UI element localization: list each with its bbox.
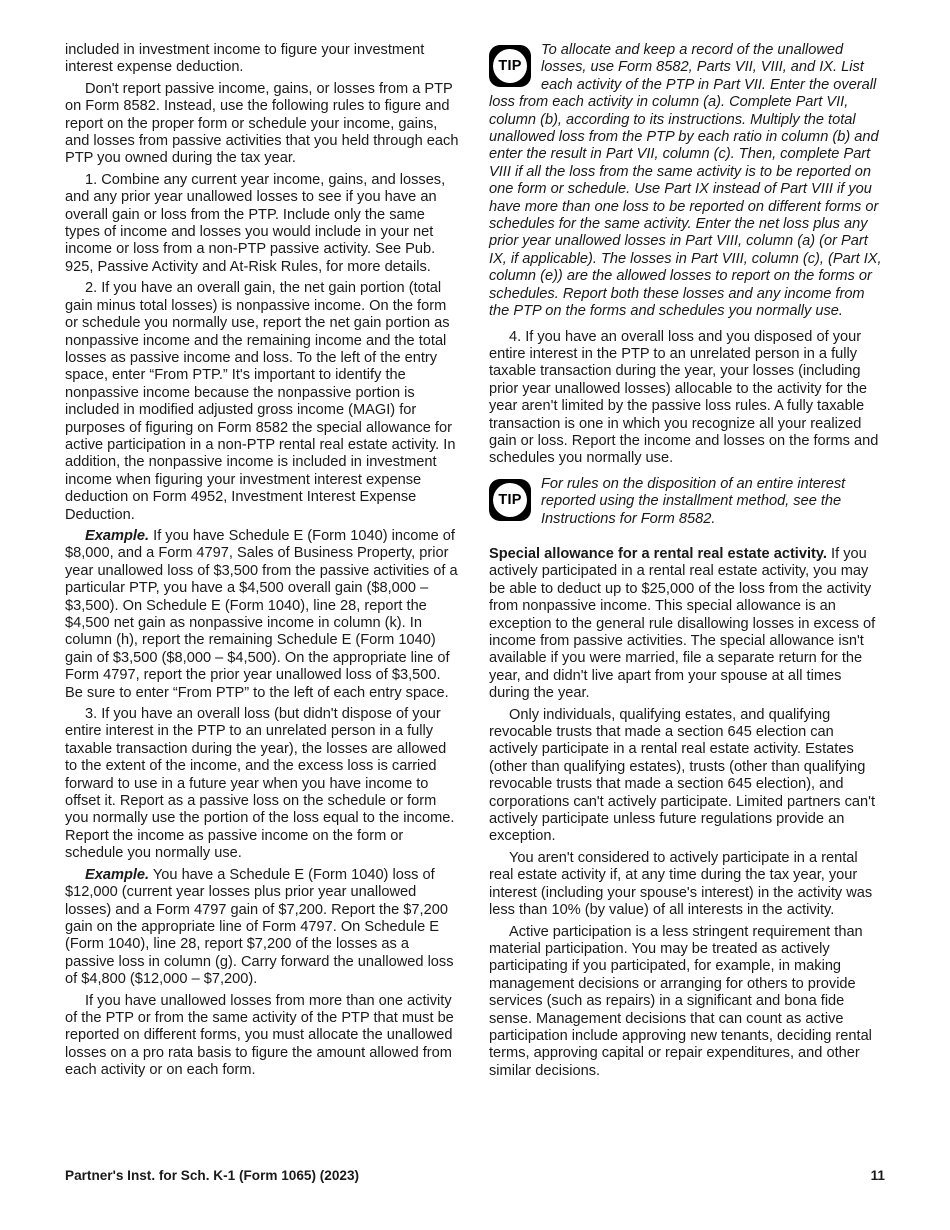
paragraph: 4. If you have an overall loss and you disposed of your entire interest in the PTP to an unrelated person in a fully taxable transaction during the year, your losses (including prior year unallowed losses) allocable to the activity for the year aren't limited by the passive loss rules. A fully taxable transaction is one in which you recognize all your realized gain or loss. Report the income and losses on the forms and schedules you normally use. <box>489 328 879 467</box>
example-text: If you have Schedule E (Form 1040) income of $8,000, and a Form 4797, Sales of Business Property, prior year unallowed loss of $3,500 from the passive activities of a particular PTP, you have a $4,500 overall gain ($8,000 – $3,500). On Schedule E (Form 1040), line 28, report the $4,500 net gain as nonpassive income in column (k). In column (h), report the remaining Schedule E (Form 1040) gain of $3,500 ($8,000 – $4,500). On the appropriate line of Form 4797, report the prior year unallowed loss of $3,500. Be sure to enter “From PTP” to the left of each entry space. <box>65 527 458 701</box>
tip-text: To allocate and keep a record of the unallowed losses, use Form 8582, Parts VII, VIII, and IX. List each activity of the PTP in Part VII. Enter the overall loss from each activity in column (a). Complete Part VII, column (b), according to its instructions. Multiply the total unallowed loss from the PTP by each ratio in column (b) and enter the result in Part VII, column (c). Then, complete Part VIII if all the loss from the same activity is to be reported on one form or schedule. Use Part IX instead of Part VIII if you have more than one loss to be reported on different forms or schedules for the same activity. Enter the net loss plus any prior year unallowed losses in Part VIII, column (a) (or Part IX, if applicable). The losses in Part VIII, column (c), (Part IX, column (e)) are the allowed losses to report on the forms or schedules. Report both these losses and any income from the PTP on the forms and schedules you normally use. <box>489 42 882 320</box>
page-number: 11 <box>870 1168 885 1183</box>
right-column <box>489 42 886 1084</box>
paragraph: 1. Combine any current year income, gains, and losses, and any prior year unallowed losses to see if you have an overall gain or loss from the PTP. Include only the same types of income and losses you would include in your net income or loss from a non-PTP passive activity. See Pub. 925, Passive Activity and At-Risk Rules, for more details. <box>65 171 446 275</box>
paragraph: Only individuals, qualifying estates, and qualifying revocable trusts that made a section 645 election can actively participate in a rental real estate activity. Estates (other than qualifying estates), trusts (other than qualifying revocable trusts that made a section 645 election), and corporations can't actively participate. Limited partners can't actively participate unless future regulations provide an exception. <box>489 706 876 845</box>
left-column <box>65 42 462 1084</box>
paragraph: Don't report passive income, gains, or losses from a PTP on Form 8582. Instead, use the following rules to figure and report on the proper form or schedule your income, gains, and losses from passive activities that you held through each PTP you owned during the tax year. <box>65 80 459 167</box>
paragraph: included in investment income to figure your investment interest expense deduction. <box>65 42 425 76</box>
page-footer <box>65 1168 885 1183</box>
tip-icon <box>489 45 531 87</box>
section-heading: Special allowance for a rental real estate activity. <box>489 545 827 562</box>
paragraph: If you have unallowed losses from more than one activity of the PTP or from the same activity of the PTP that must be reported on different forms, you must allocate the unallowed losses on a pro rata basis to figure the amount allowed from each activity or on each form. <box>65 992 454 1079</box>
paragraph: 2. If you have an overall gain, the net gain portion (total gain minus total losses) is nonpassive income. On the form or schedule you normally use, report the net gain portion as nonpassive income and the remaining income and the total losses as passive income and loss. To the left of the entry space, enter “From PTP.” It's important to identify the nonpassive income because the nonpassive portion is included in modified adjusted gross income (MAGI) for purposes of figuring on Form 8582 the special allowance for active participation in a non-PTP rental real estate activity. In addition, the nonpassive income is included in investment income when figuring your investment interest expense deduction on Form 4952, Investment Interest Expense Deduction. <box>65 280 456 523</box>
tip-box <box>489 42 886 321</box>
paragraph: Active participation is a less stringent requirement than material participation. You may be treated as actively participating if you participated, for example, in making management decisions or arranging for others to provide services (such as repairs) in a significant and bona fide sense. Management decisions that can count as active participation include approving new tenants, deciding rental terms, approving capital or repair expenditures, and other similar decisions. <box>489 923 872 1079</box>
example-label: Example. <box>85 866 150 883</box>
example-paragraph <box>65 528 462 702</box>
footer-title: Partner's Inst. for Sch. K-1 (Form 1065) (2023) <box>65 1168 360 1183</box>
section-paragraph <box>489 546 886 703</box>
example-text: You have a Schedule E (Form 1040) loss of $12,000 (current year losses plus prior year unallowed losses) and a Form 4797 gain of $7,200. Report the $7,200 gain on the appropriate line of Form 4797. On Schedule E (Form 1040), line 28, report $7,200 of the losses as a passive loss in column (g). Carry forward the unallowed loss of $4,800 ($12,000 – $7,200). <box>65 866 454 988</box>
paragraph: You aren't considered to actively participate in a rental real estate activity if, at any time during the tax year, your interest (including your spouse's interest) in the activity was less than 10% (by value) of all interests in the activity. <box>489 849 873 919</box>
paragraph: 3. If you have an overall loss (but didn't dispose of your entire interest in the PTP to an unrelated person in a fully taxable transaction during the year), the losses are allowed to the extent of the income, and the excess loss is carried forward to use in a future year when you have income to offset it. Report as a passive loss on the schedule or form you normally use the portion of the loss equal to the income. Report the income as passive income on the form or schedule you normally use. <box>65 706 455 862</box>
tip-label: TIP <box>498 58 522 74</box>
tip-label: TIP <box>498 491 522 508</box>
tip-box <box>489 476 886 528</box>
example-label: Example. <box>85 527 150 544</box>
tip-icon <box>489 479 531 521</box>
example-paragraph <box>65 867 462 989</box>
tip-text: For rules on the disposition of an entire interest reported using the installment method, see the Instructions for Form 8582. <box>541 475 846 527</box>
section-text: If you actively participated in a rental real estate activity, you may be able to deduct up to $25,000 of the loss from the activity from nonpassive income. This special allowance is an exception to the general rule disallowing losses in excess of income from passive activities. The special allowance isn't available if you were married, file a separate return for the year, and didn't live apart from your spouse at all times during the year. <box>489 545 876 702</box>
